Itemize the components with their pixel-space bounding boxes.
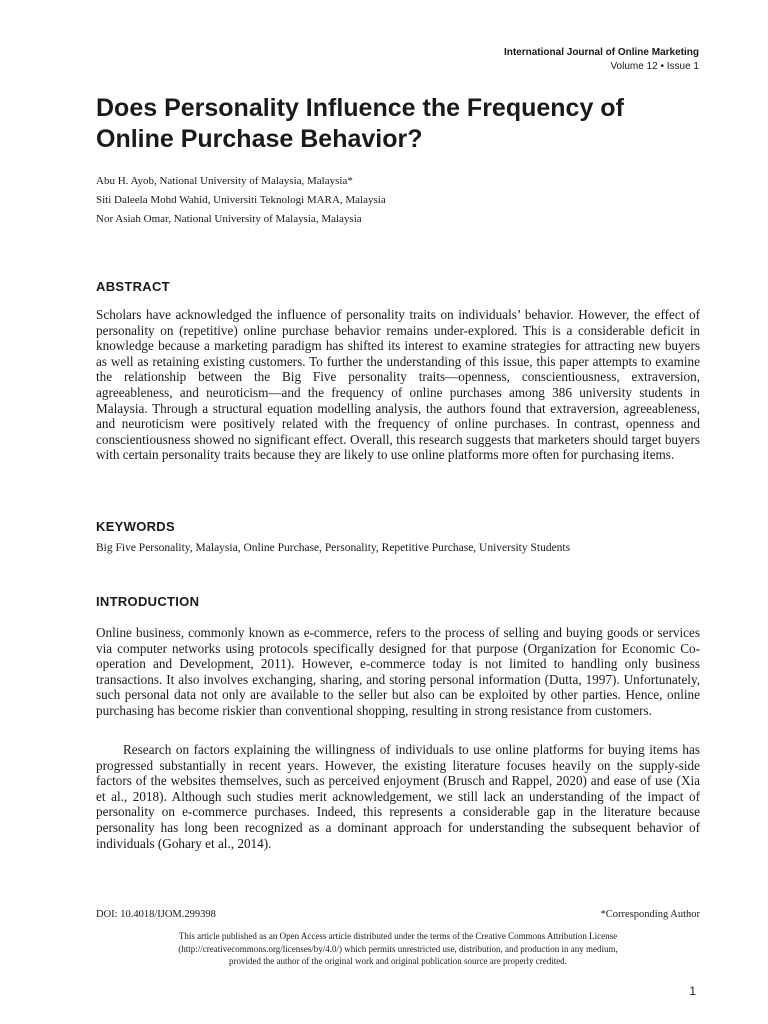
license-line: This article published as an Open Access article distributed under the terms of the Creative Commons Attribution License bbox=[178, 931, 618, 941]
license-notice bbox=[96, 930, 700, 968]
doi-text: DOI: 10.4018/IJOM.299398 bbox=[96, 909, 216, 920]
page-number: 1 bbox=[689, 984, 696, 998]
abstract-text: Scholars have acknowledged the influence of personality traits on individuals’ behavior. However, the effect of personality on (repetitive) online purchase behavior remains under-explored. This is a considerable deficit in knowledge because a marketing paradigm has shifted its interest to examine strategies for attracting new buyers as well as retaining existing customers. To further the understanding of this issue, this paper attempts to examine the relationship between the Big Five personality traits—openness, conscientiousness, extraversion, agreeableness, and neuroticism—and the frequency of online purchases among 386 university students in Malaysia. Through a structural equation modelling analysis, the authors found that extraversion, agreeableness, and neuroticism were positively related with the frequency of online purchases. In contrast, openness and conscientiousness showed no significant effect. Overall, this research suggests that marketers should target buyers with certain personality traits because they are likely to use online platforms more often for purchasing items. bbox=[96, 307, 700, 463]
author-entry: Siti Daleela Mohd Wahid, Universiti Teknologi MARA, Malaysia bbox=[96, 194, 386, 206]
corresponding-author-note: *Corresponding Author bbox=[600, 909, 700, 920]
keywords-text: Big Five Personality, Malaysia, Online Purchase, Personality, Repetitive Purchase, University Students bbox=[96, 542, 571, 554]
introduction-heading: INTRODUCTION bbox=[96, 594, 200, 609]
keywords-heading: KEYWORDS bbox=[96, 519, 175, 534]
journal-name: International Journal of Online Marketing bbox=[503, 47, 699, 58]
abstract-heading: ABSTRACT bbox=[96, 279, 170, 294]
author-entry: Abu H. Ayob, National University of Malaysia, Malaysia* bbox=[96, 175, 353, 187]
introduction-paragraph: Online business, commonly known as e-commerce, refers to the process of selling and buying goods or services via computer networks using protocols specifically designed for that purpose (Organization for Economic Co-operation and Development, 2011). However, e-commerce today is not limited to handling only business transactions. It also involves exchanging, sharing, and storing personal information (Dutta, 1997). Unfortunately, such personal data not only are available to the seller but also can be exploited by other parties. Hence, online purchasing has become riskier than conventional shopping, resulting in strong resistance from customers. bbox=[96, 625, 700, 718]
introduction-paragraph: Research on factors explaining the willingness of individuals to use online platforms for buying items has progressed substantially in recent years. However, the existing literature focuses heavily on the supply-side factors of the websites themselves, such as perceived enjoyment (Brusch and Rappel, 2020) and ease of use (Xia et al., 2018). Although such studies merit acknowledgement, we still lack an understanding of the impact of personality on e-commerce purchases. Indeed, this represents a considerable gap in the literature because personality has long been recognized as a dominant approach for understanding the subsequent behavior of individuals (Gohary et al., 2014). bbox=[96, 742, 700, 851]
author-entry: Nor Asiah Omar, National University of Malaysia, Malaysia bbox=[96, 213, 362, 225]
license-line: (http://creativecommons.org/licenses/by/4.0/) which permits unrestricted use, distribution, and production in any medium, bbox=[178, 943, 618, 954]
author-list bbox=[96, 172, 696, 229]
journal-volume-issue: Volume 12 • Issue 1 bbox=[610, 61, 699, 72]
paper-title: Does Personality Influence the Frequency of Online Purchase Behavior? bbox=[96, 94, 624, 153]
journal-header bbox=[504, 46, 699, 74]
license-line: provided the author of the original work and original publication source are properly credited. bbox=[229, 956, 567, 966]
